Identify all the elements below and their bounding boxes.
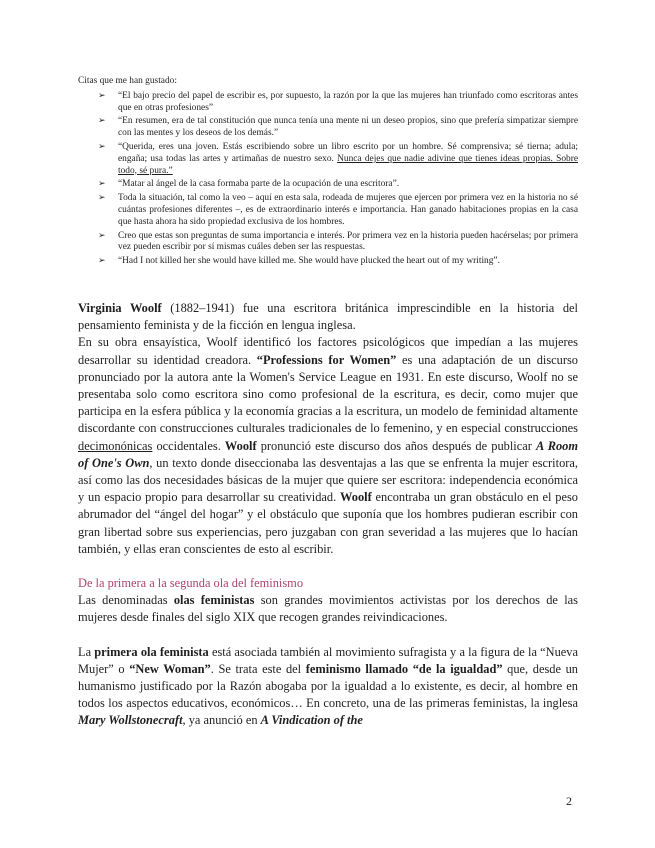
arrow-bullet-icon: ➢: [98, 179, 106, 190]
arrow-bullet-icon: ➢: [98, 193, 106, 204]
quotes-section: [78, 76, 578, 270]
quote-text: “Querida, eres una joven. Estás escribiendo sobre un libro escrito por un hombre. Sé comprensiva; sé tierna; adula; engaña; usa todas las artes y artimañas de nuestro sexo.: [118, 141, 578, 164]
book-title: A Room of One's Own: [78, 438, 578, 470]
quote-text: “En resumen, era de tal constitución que nunca tenía una mente ni un deseo propios, sino que prefería simpatizar siempre con las mentes y los deseos de los demás.”: [118, 116, 578, 139]
arrow-bullet-icon: ➢: [98, 141, 106, 152]
arrow-bullet-icon: ➢: [98, 116, 106, 127]
paragraph-primera-ola: La primera ola feminista está asociada también al movimiento sufragista y a la figura de la “Nueva Mujer” o “New Woman”. Se trata este del feminismo llamado “de la igualdad” que, desde un humanismo justificado por la Razón abogaba por la igualdad a lo existente, es decir, al hombre en todos los aspectos educativos, económicos… En concreto, una de las primeras feministas, la inglesa Mary Wollstonecraft, ya anunció en A Vindication of the: [78, 644, 579, 728]
quote-underlined-text: Nunca dejes que nadie adivine que tienes ideas propias. Sobre todo, sé pura.”: [118, 153, 578, 176]
paragraph-olas: Las denominadas olas feministas son grandes movimientos activistas por los derechos de las mujeres desde finales del siglo XIX que recogen grandes reivindicaciones.: [78, 593, 578, 625]
quote-item: [78, 116, 578, 140]
arrow-bullet-icon: ➢: [98, 230, 106, 241]
quote-item: [78, 231, 578, 255]
quote-text: Creo que estas son preguntas de suma importancia e interés. Por primera vez en la historia pueden hacérselas; por primera vez pueden escribir por sí mismas cuáles deben ser las respuestas.: [118, 230, 578, 253]
quote-text: “Had I not killed her she would have killed me. She would have plucked the heart out of my writing”.: [118, 256, 500, 267]
quote-item: [78, 256, 578, 268]
quotes-heading: Citas que me han gustado:: [78, 76, 177, 86]
quote-text: “Matar al ángel de la casa formaba parte de la ocupación de una escritora”.: [118, 179, 400, 190]
paragraph-professions: En su obra ensayística, Woolf identificó los factores psicológicos que impedían a las mujeres desarrollar su identidad creadora. “Professions for Women” es una adaptación de un discurso pronunciado por la autora ante la Women's Service League en 1931. En este discurso, Woolf no se presentaba solo como escritora sino como profesional de la escritura, es decir, como mujer que participa en la esfera pública y la economía gracias a la escritura, un modelo de feminidad altamente discordante con construcciones culturales tradicionales de lo femenino, y en especial construcciones decimonónicas occidentales. Woolf pronunció este discurso dos años después de publicar A Room of One's Own, un texto donde diseccionaba las desventajas a las que se enfrenta la mujer escritora, así como las dos necesidades básicas de la mujer que quiere ser escritora: independencia económica y un espacio propio para desarrollar su creatividad. Woolf encontraba un gran obstáculo en el peso abrumador del “ángel del hogar” y el obstáculo que suponía que los hombres pudieran escribir con gran libertad sobre sus experiencias, pero juzgaban con gran severidad a las mujeres que lo hacían también, y ellas eran conscientes de esto al escribir.: [78, 335, 578, 556]
essay-title: “Professions for Women”: [256, 352, 397, 367]
underlined-word: decimonónicas: [78, 438, 153, 453]
page-number: 2: [566, 794, 572, 808]
quote-item: [78, 179, 578, 191]
quote-item: [78, 193, 578, 228]
body-text: [78, 300, 578, 730]
arrow-bullet-icon: ➢: [98, 90, 106, 101]
section-heading: De la primera a la segunda ola del feminismo: [78, 576, 304, 591]
quote-item: [78, 91, 578, 115]
quote-text: Toda la situación, tal como la veo – aquí en esta sala, rodeada de mujeres que ejercen por primera vez en la historia no sé cuántas profesiones diferentes –, es de extraordinario interés e importancia. Han ganado habitaciones propias en la casa que hasta ahora ha sido propiedad exclusiva de los hombres.: [118, 193, 578, 227]
author-name: Virginia Woolf: [78, 301, 162, 315]
quote-text: “El bajo precio del papel de escribir es, por supuesto, la razón por la que las mujeres han triunfado como escritoras antes que en otras profesiones”: [118, 90, 578, 113]
paragraph-intro: Virginia Woolf (1882–1941) fue una escritora británica imprescindible en la historia del pensamiento feminista y de la ficción en lengua inglesa.: [78, 301, 578, 333]
quote-item: [78, 142, 578, 177]
arrow-bullet-icon: ➢: [98, 256, 106, 267]
